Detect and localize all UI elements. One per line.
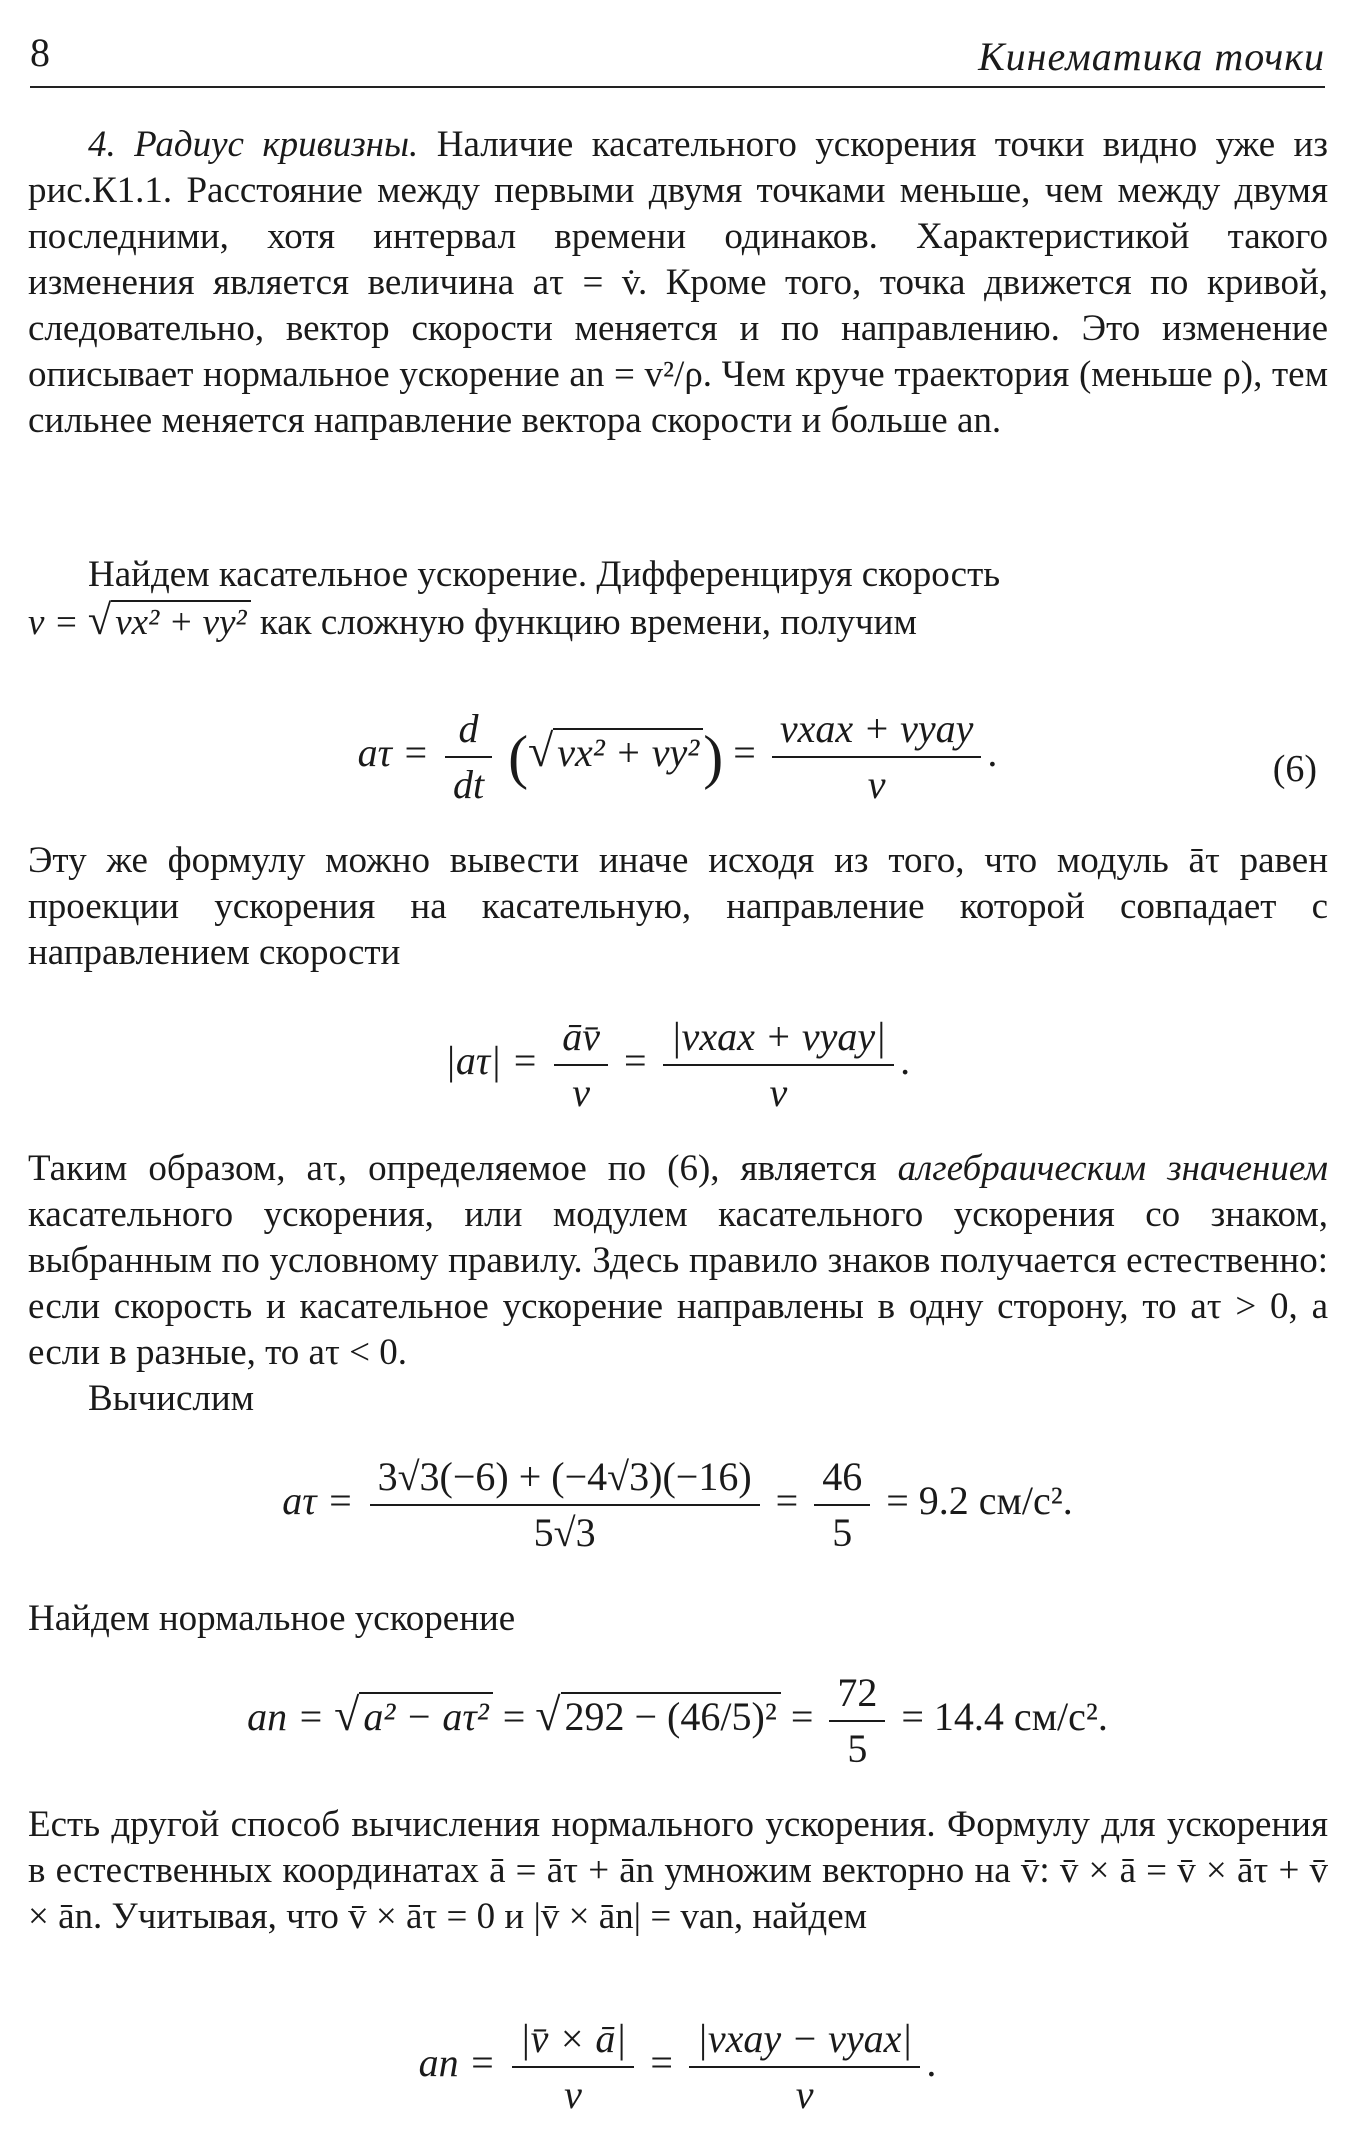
sqrt-icon: √: [535, 1689, 561, 1741]
abs-equals: =: [624, 1038, 647, 1084]
equation-number: (6): [1272, 748, 1317, 790]
num-fraction: [370, 1450, 760, 1560]
tangent-line-1: Найдем касательное ускорение. Дифференцируя скорость: [88, 554, 1001, 595]
v-expression: v =: [28, 602, 79, 643]
cross-den-1: v: [564, 2072, 582, 2117]
num-denominator-2: 5: [832, 1510, 853, 1555]
cross-fraction-2: [689, 2012, 921, 2122]
abs-fraction-2: [663, 1010, 895, 1120]
num-numerator-2: 46: [814, 1450, 870, 1506]
abs-lhs: |aτ| =: [444, 1038, 539, 1084]
abs-den-2: v: [769, 1070, 788, 1115]
eq6-d-den: dt: [452, 762, 485, 807]
num-rhs: = 9.2 см/с².: [886, 1478, 1073, 1524]
sqrt-icon: √: [87, 597, 112, 644]
normal-paragraph: [28, 1596, 1328, 1642]
normal-radicand-2: 292 − (46/5)²: [561, 1692, 781, 1739]
cross-num-2: |vxay − vyax|: [689, 2012, 921, 2068]
thus-text-a: Таким образом, aτ, определяемое по (6), является: [28, 1148, 877, 1189]
equation-abs: [0, 1010, 1355, 1120]
tangent-line-2: как сложную функцию времени, получим: [259, 602, 917, 643]
cross-fraction-1: [512, 2012, 635, 2122]
compute-paragraph: [28, 1376, 1328, 1422]
compute-word: Вычислим: [88, 1378, 255, 1419]
abs-num-1: āv̄: [554, 1010, 608, 1066]
thus-text-b: касательного ускорения, или модулем касательного ускорения со знаком, выбранным по условному правилу. Здесь правило знаков получается естественно: если скорость и касательное ускорение направлены в одну сторону, то aτ > 0, а если в разные, то aτ < 0.: [28, 1194, 1328, 1373]
normal-equals-1: =: [502, 1694, 526, 1740]
eq6-denominator: v: [867, 762, 886, 807]
alt-derivation-paragraph: [28, 838, 1328, 976]
eq6-paren-close: ): [703, 724, 724, 790]
v-radicand: vx² + vy²: [111, 600, 250, 643]
cross-lhs: an =: [418, 2040, 496, 2086]
normal-title: Найдем нормальное ускорение: [28, 1598, 516, 1639]
normal-equals-2: =: [790, 1694, 814, 1740]
normal-fraction: [829, 1666, 885, 1776]
eq6-end: .: [987, 730, 998, 776]
section-4-text: Наличие касательного ускорения точки видно уже из рис.К1.1. Расстояние между первыми двумя точками меньше, чем между двумя последними, хотя интервал времени одинаков. Характеристикой такого изменения является величина aτ = v̇. Кроме того, точка движется по кривой, следовательно, вектор скорости меняется и по направлению. Это изменение описывает нормальное ускорение an = v²/ρ. Чем круче траектория (меньше ρ), тем сильнее меняется направление вектора скорости и больше an.: [28, 124, 1328, 441]
cross-equals: =: [650, 2040, 673, 2086]
running-title: Кинематика точки: [978, 34, 1325, 79]
cross-num-1: |v̄ × ā|: [512, 2012, 635, 2068]
section-4-lead: 4. Радиус кривизны.: [88, 124, 419, 165]
eq6-radicand: vx² + vy²: [553, 728, 703, 775]
abs-num-2: |vxax + vyay|: [663, 1010, 895, 1066]
normal-numerator: 72: [829, 1666, 885, 1722]
normal-radicand-1: a² − aτ²: [359, 1692, 492, 1739]
thus-italic: алгебраическим значением: [897, 1148, 1329, 1189]
abs-fraction-1: [554, 1010, 608, 1120]
alt-derivation-text: Эту же формулу можно вывести иначе исходя из того, что модуль āτ равен проекции ускорения на касательную, направление которой совпадает с направлением скорости: [28, 840, 1328, 973]
abs-end: .: [900, 1038, 911, 1084]
equation-numeric: [0, 1450, 1355, 1560]
tangent-paragraph-cont: [28, 598, 1328, 646]
sqrt-icon: √: [528, 725, 554, 777]
sqrt-icon: √: [334, 1689, 360, 1741]
eq6-lhs: aτ =: [357, 730, 429, 776]
eq6-fraction: [772, 702, 982, 812]
page-header: [30, 28, 1325, 88]
num-denominator: 5√3: [533, 1510, 596, 1555]
thus-paragraph: [28, 1146, 1328, 1376]
equation-cross: [0, 2012, 1355, 2122]
eq6-derivative: [445, 702, 492, 812]
num-numerator: 3√3(−6) + (−4√3)(−16): [370, 1450, 760, 1506]
tangent-paragraph: [28, 552, 1328, 598]
cross-den-2: v: [795, 2072, 814, 2117]
normal-denominator: 5: [847, 1726, 868, 1771]
cross-end: .: [926, 2040, 937, 2086]
equation-6: [0, 702, 1355, 812]
num-fraction-2: [814, 1450, 870, 1560]
eq6-d-num: d: [445, 702, 492, 758]
eq6-paren-open: (: [508, 724, 529, 790]
normal-lhs: an =: [247, 1694, 325, 1740]
other-method-paragraph: [28, 1802, 1328, 1940]
page-number: 8: [30, 30, 50, 75]
eq6-numerator: vxax + vyay: [772, 702, 982, 758]
section-4-paragraph: [28, 122, 1328, 444]
normal-rhs: = 14.4 см/с².: [901, 1694, 1108, 1740]
other-method-text: Есть другой способ вычисления нормального ускорения. Формулу для ускорения в естественных координатах ā = āτ + ān умножим векторно на v̄: v̄ × ā = v̄ × āτ + v̄ × ān. Учитывая, что v̄ × āτ = 0 и |v̄ × ān| = van, найдем: [28, 1804, 1328, 1937]
num-lhs: aτ =: [282, 1478, 354, 1524]
eq6-equals: =: [733, 730, 756, 776]
num-equals: =: [775, 1478, 799, 1524]
abs-den-1: v: [572, 1070, 590, 1115]
equation-normal: [0, 1666, 1355, 1776]
